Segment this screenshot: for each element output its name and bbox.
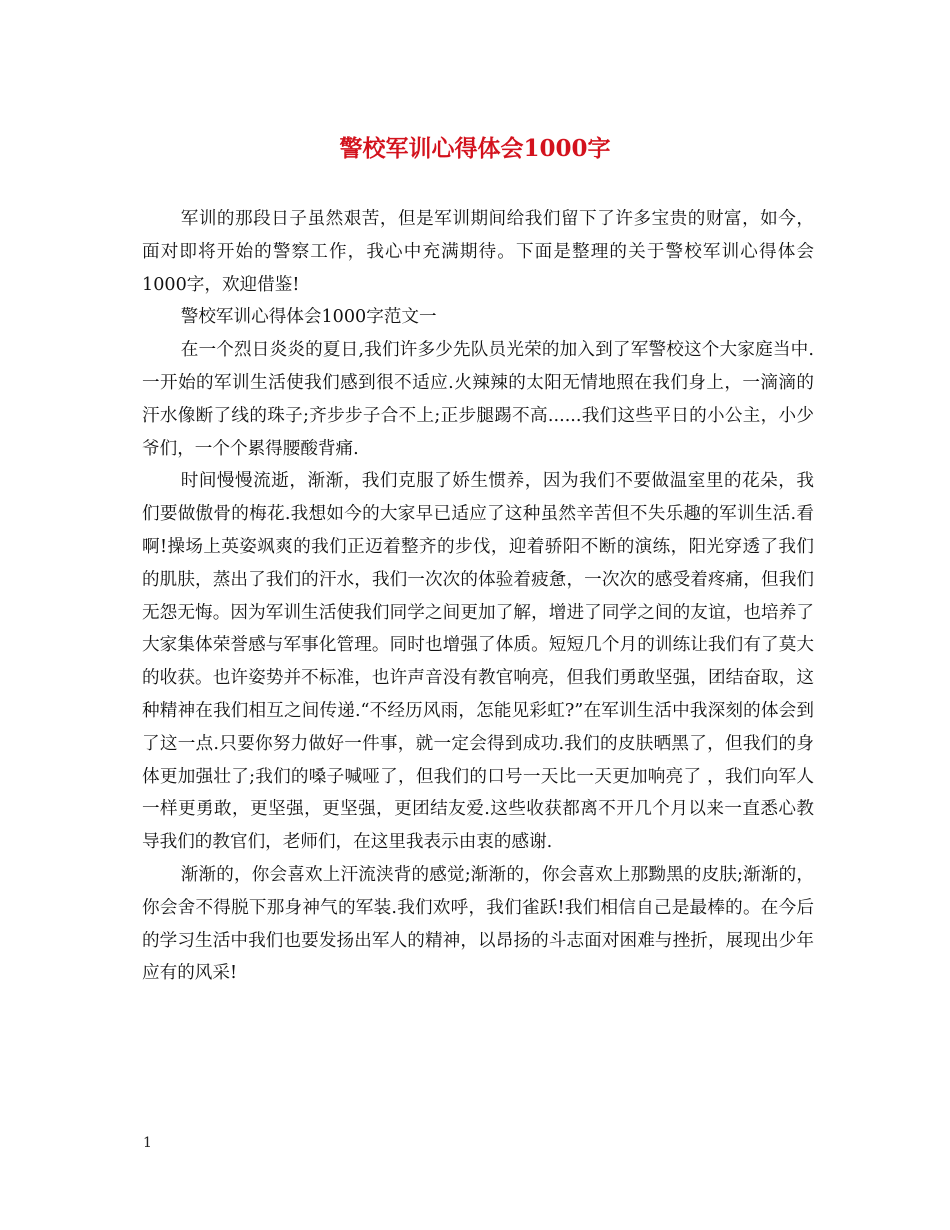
paragraph-2: 时间慢慢流逝，渐渐，我们克服了娇生惯养，因为我们不要做温室里的花朵，我们要做傲骨的梅花.我想如今的大家早已适应了这种虽然辛苦但不失乐趣的军训生活.看啊!操场上英姿飒爽的我们正迈着整齐的步伐，迎着骄阳不断的演练，阳光穿透了我们的肌肤，蒸出了我们的汗水，我们一次次的体验着疲惫，一次次的感受着疼痛，但我们无怨无悔。因为军训生活使我们同学之间更加了解，增进了同学之间的友谊，也培养了大家集体荣誉感与军事化管理。同时也增强了体质。短短几个月的训练让我们有了莫大的收获。也许姿势并不标准，也许声音没有教官响亮，但我们勇敢坚强，团结奋取，这种精神在我们相互之间传递.“不经历风雨，怎能见彩虹?”在军训生活中我深刻的体会到了这一点.只要你努力做好一件事，就一定会得到成功.我们的皮肤晒黑了，但我们的身体更加强壮了;我们的嗓子喊哑了，但我们的口号一天比一天更加响亮了 ，我们向军人一样更勇敢，更坚强，更坚强，更团结友爱.这些收获都离不开几个月以来一直悉心教导我们的教官们，老师们，在这里我表示由衷的感谢. [142,471,814,853]
document-body [142,203,814,990]
document-title: 警校军训心得体会1000字 [339,135,611,162]
paragraph-intro: 军训的那段日子虽然艰苦，但是军训期间给我们留下了许多宝贵的财富，如今，面对即将开始的警察工作，我心中充满期待。下面是整理的关于警校军训心得体会1000字，欢迎借鉴! [142,209,814,295]
page-number: 1 [143,1135,152,1151]
paragraph-3: 渐渐的，你会喜欢上汗流浃背的感觉;渐渐的，你会喜欢上那黝黑的皮肤;渐渐的，你会舍不得脱下那身神气的军装.我们欢呼，我们雀跃!我们相信自己是最棒的。在今后的学习生活中我们也要发扬出军人的精神，以昂扬的斗志面对困难与挫折，展现出少年应有的风采! [142,864,814,984]
paragraph-1: 在一个烈日炎炎的夏日,我们许多少先队员光荣的加入到了军警校这个大家庭当中.一开始的军训生活使我们感到很不适应.火辣辣的太阳无情地照在我们身上，一滴滴的汗水像断了线的珠子;齐步步子合不上;正步腿踢不高......我们这些平日的小公主，小少爷们，一个个累得腰酸背痛. [142,340,814,459]
paragraph-subheading: 警校军训心得体会1000字范文一 [180,307,437,328]
